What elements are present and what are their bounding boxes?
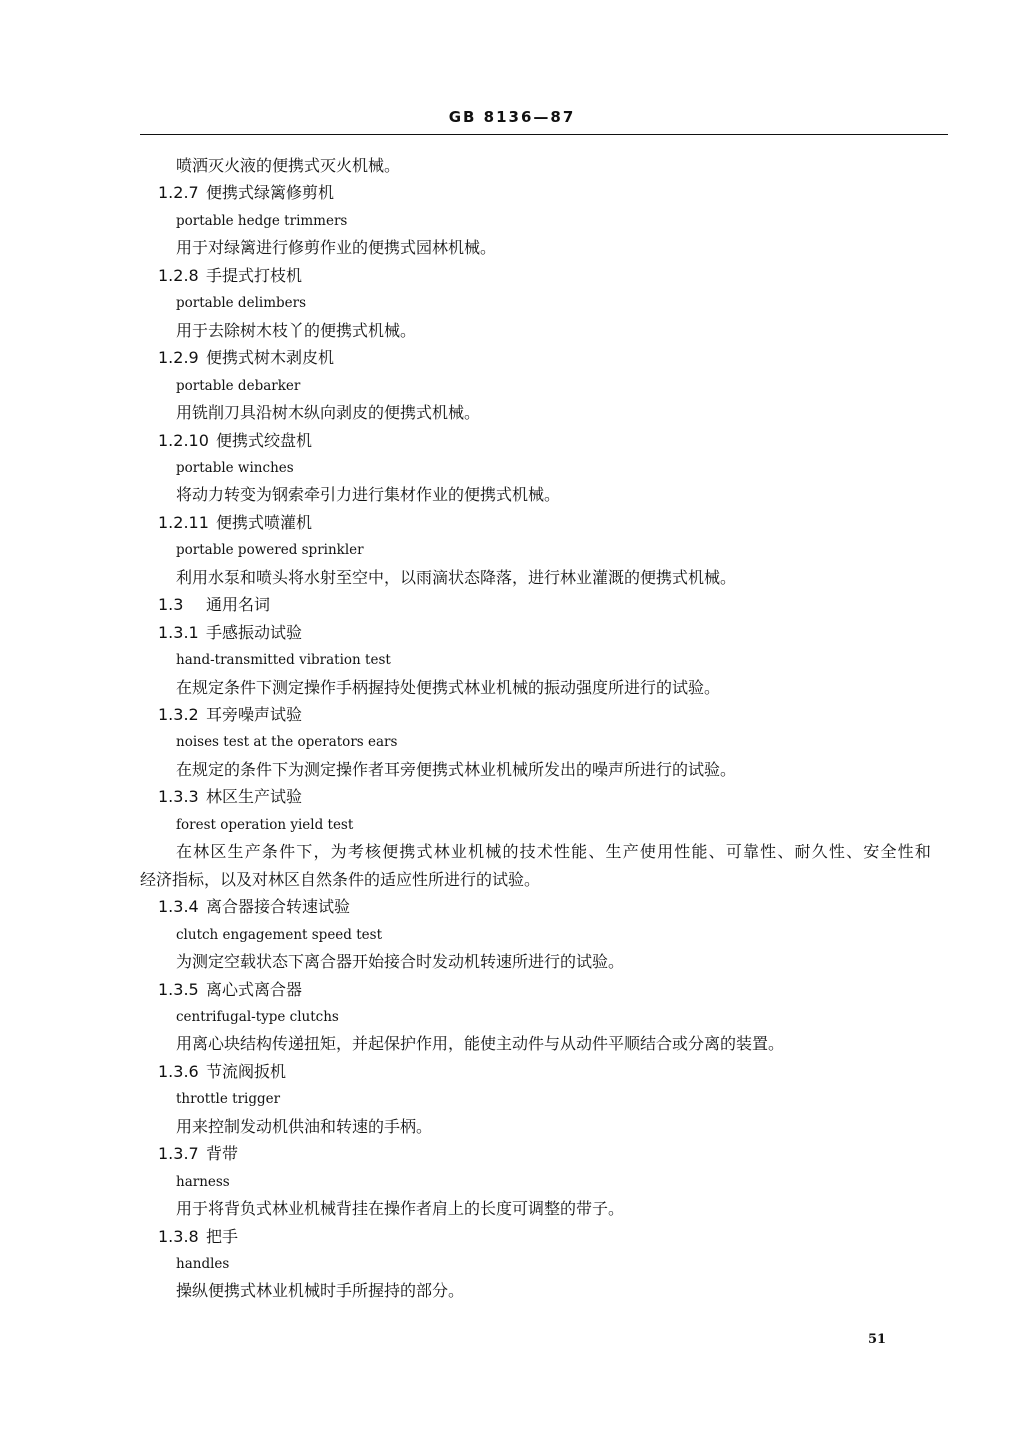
section-heading [158,705,302,725]
english-term: centrifugal-type clutchs [176,1008,339,1025]
section-number: 1.2.11 [158,512,209,532]
page-header: GB 8136—87 [448,108,576,126]
definition-text: 在规定的条件下为测定操作者耳旁便携式林业机械所发出的噪声所进行的试验。 [176,759,737,779]
section-heading [158,183,334,203]
section-title: 离心式离合器 [206,979,303,999]
section-title: 耳旁噪声试验 [206,705,303,724]
section-heading [158,1227,238,1247]
english-term: portable delimbers [176,295,307,312]
section-number: 1.3.7 [158,1144,199,1164]
section-heading [158,348,334,368]
definition-text: 在规定条件下测定操作手柄握持处便携式林业机械的振动强度所进行的试验。 [176,677,721,697]
definition-text: 在林区生产条件下，为考核便携式林业机械的技术性能、生产使用性能、可靠性、耐久性、安全性和 [176,842,933,862]
english-term: portable hedge trimmers [176,212,348,229]
english-term: forest operation yield test [176,816,354,833]
definition-text: 用于对绿篱进行修剪作业的便携式园林机械。 [176,238,497,258]
section-number: 1.3.8 [158,1226,199,1246]
section-title: 手提式打枝机 [206,265,303,285]
definition-text: 用离心块结构传递扭矩，并起保护作用，能使主动件与从动件平顺结合或分离的装置。 [176,1034,785,1054]
definition-text: 用铣削刀具沿树木纵向剥皮的便携式机械。 [176,403,481,423]
english-term: portable powered sprinkler [176,542,364,559]
section-heading [158,595,270,615]
english-term: throttle trigger [176,1091,281,1108]
section-heading [158,787,302,807]
section-number: 1.2.7 [158,183,199,203]
section-number: 1.3.6 [158,1061,199,1081]
section-heading [158,1062,286,1082]
definition-text: 操纵便携式林业机械时手所握持的部分。 [176,1281,465,1301]
english-term: clutch engagement speed test [176,926,383,943]
english-term: noises test at the operators ears [176,734,398,751]
section-heading [158,897,350,917]
section-heading [158,623,302,643]
section-number: 1.3 [158,595,184,615]
section-number: 1.3.2 [158,705,199,724]
definition-text: 为测定空载状态下离合器开始接合时发动机转速所进行的试验。 [176,952,625,972]
section-heading [158,513,312,533]
section-title: 背带 [206,1144,239,1164]
section-heading [158,431,312,451]
definition-text: 用来控制发动机供油和转速的手柄。 [176,1116,433,1136]
definition-text: 将动力转变为钢索牵引力进行集材作业的便携式机械。 [176,485,561,505]
section-title: 手感振动试验 [206,622,303,642]
definition-text: 经济指标，以及对林区自然条件的适应性所进行的试验。 [140,869,541,889]
section-title: 便携式喷灌机 [216,512,313,532]
section-title: 便携式树木剥皮机 [206,348,335,368]
section-title: 离合器接合转速试验 [206,897,351,917]
definition-text: 用于将背负式林业机械背挂在操作者肩上的长度可调整的带子。 [176,1199,625,1219]
definition-text: 喷洒灭火液的便携式灭火机械。 [176,156,401,175]
page-number: 51 [868,1332,887,1347]
english-term: handles [176,1256,230,1272]
english-term: portable debarker [176,377,301,394]
section-heading [158,980,302,1000]
section-number: 1.3.4 [158,897,199,917]
section-heading [158,266,302,286]
section-title: 通用名词 [206,595,271,615]
english-term: portable winches [176,459,294,476]
section-number: 1.2.9 [158,348,199,368]
section-number: 1.3.3 [158,787,199,807]
section-number: 1.3.1 [158,622,199,642]
section-title: 节流阀扳机 [206,1061,287,1081]
section-number: 1.2.8 [158,265,199,285]
definition-text: 用于去除树木枝丫的便携式机械。 [176,320,417,340]
section-title: 便携式绞盘机 [216,430,313,450]
section-title: 便携式绿篱修剪机 [206,183,335,203]
section-heading [158,1144,238,1164]
english-term: harness [176,1173,230,1190]
english-term: hand-transmitted vibration test [176,652,391,669]
section-number: 1.2.10 [158,430,209,450]
header-rule [140,134,948,135]
section-title: 把手 [206,1226,239,1246]
section-number: 1.3.5 [158,979,199,999]
section-title: 林区生产试验 [206,787,303,807]
definition-text: 利用水泵和喷头将水射至空中，以雨滴状态降落，进行林业灌溉的便携式机械。 [176,567,737,587]
